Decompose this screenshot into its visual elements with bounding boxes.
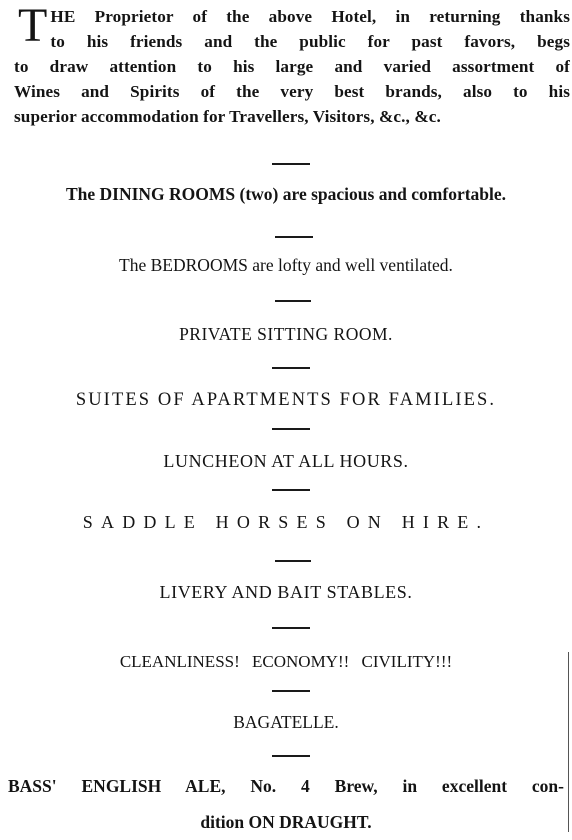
luncheon-line: LUNCHEON AT ALL HOURS. (163, 451, 409, 471)
divider-rule (272, 163, 310, 165)
divider-rule (272, 489, 310, 491)
intro-line-4: Wines and Spirits of the very best brands, also to his (14, 82, 570, 101)
intro-line-5: superior accommodation for Travellers, Visitors, &c., &c. (14, 107, 441, 126)
private-sitting-room-line: PRIVATE SITTING ROOM. (179, 324, 393, 344)
divider-rule (272, 367, 310, 369)
divider-rule (272, 627, 310, 629)
bass-ale-paragraph (8, 768, 564, 840)
intro-paragraph (14, 0, 570, 129)
livery-line: LIVERY AND BAIT STABLES. (159, 582, 413, 602)
intro-line-2: to his friends and the public for past favors, begs (50, 32, 570, 51)
saddle-horses-line: SADDLE HORSES ON HIRE. (82, 512, 490, 532)
drop-cap: T (18, 0, 48, 52)
bedrooms-line: The BEDROOMS are lofty and well ventilated. (119, 255, 453, 275)
divider-rule (272, 690, 310, 692)
dining-rooms-line: The DINING ROOMS (two) are spacious and comfortable. (65, 184, 507, 204)
column-edge-line (568, 652, 569, 832)
bass-ale-line-1: BASS' ENGLISH ALE, No. 4 Brew, in excellent con- (8, 776, 564, 796)
bass-ale-line-2: dition ON DRAUGHT. (200, 812, 372, 832)
intro-line-3: to draw attention to his large and varied assortment of (14, 57, 570, 76)
divider-rule (275, 300, 311, 302)
divider-rule (272, 755, 310, 757)
suites-line: SUITES OF APARTMENTS FOR FAMILIES. (75, 390, 497, 410)
divider-rule (275, 236, 313, 238)
divider-rule (272, 428, 310, 430)
bagatelle-line: BAGATELLE. (233, 712, 339, 732)
cleanliness-line: CLEANLINESS! ECONOMY!! CIVILITY!!! (119, 652, 453, 671)
intro-line-1: HE Proprietor of the above Hotel, in returning thanks (50, 7, 570, 26)
divider-rule (275, 560, 311, 562)
